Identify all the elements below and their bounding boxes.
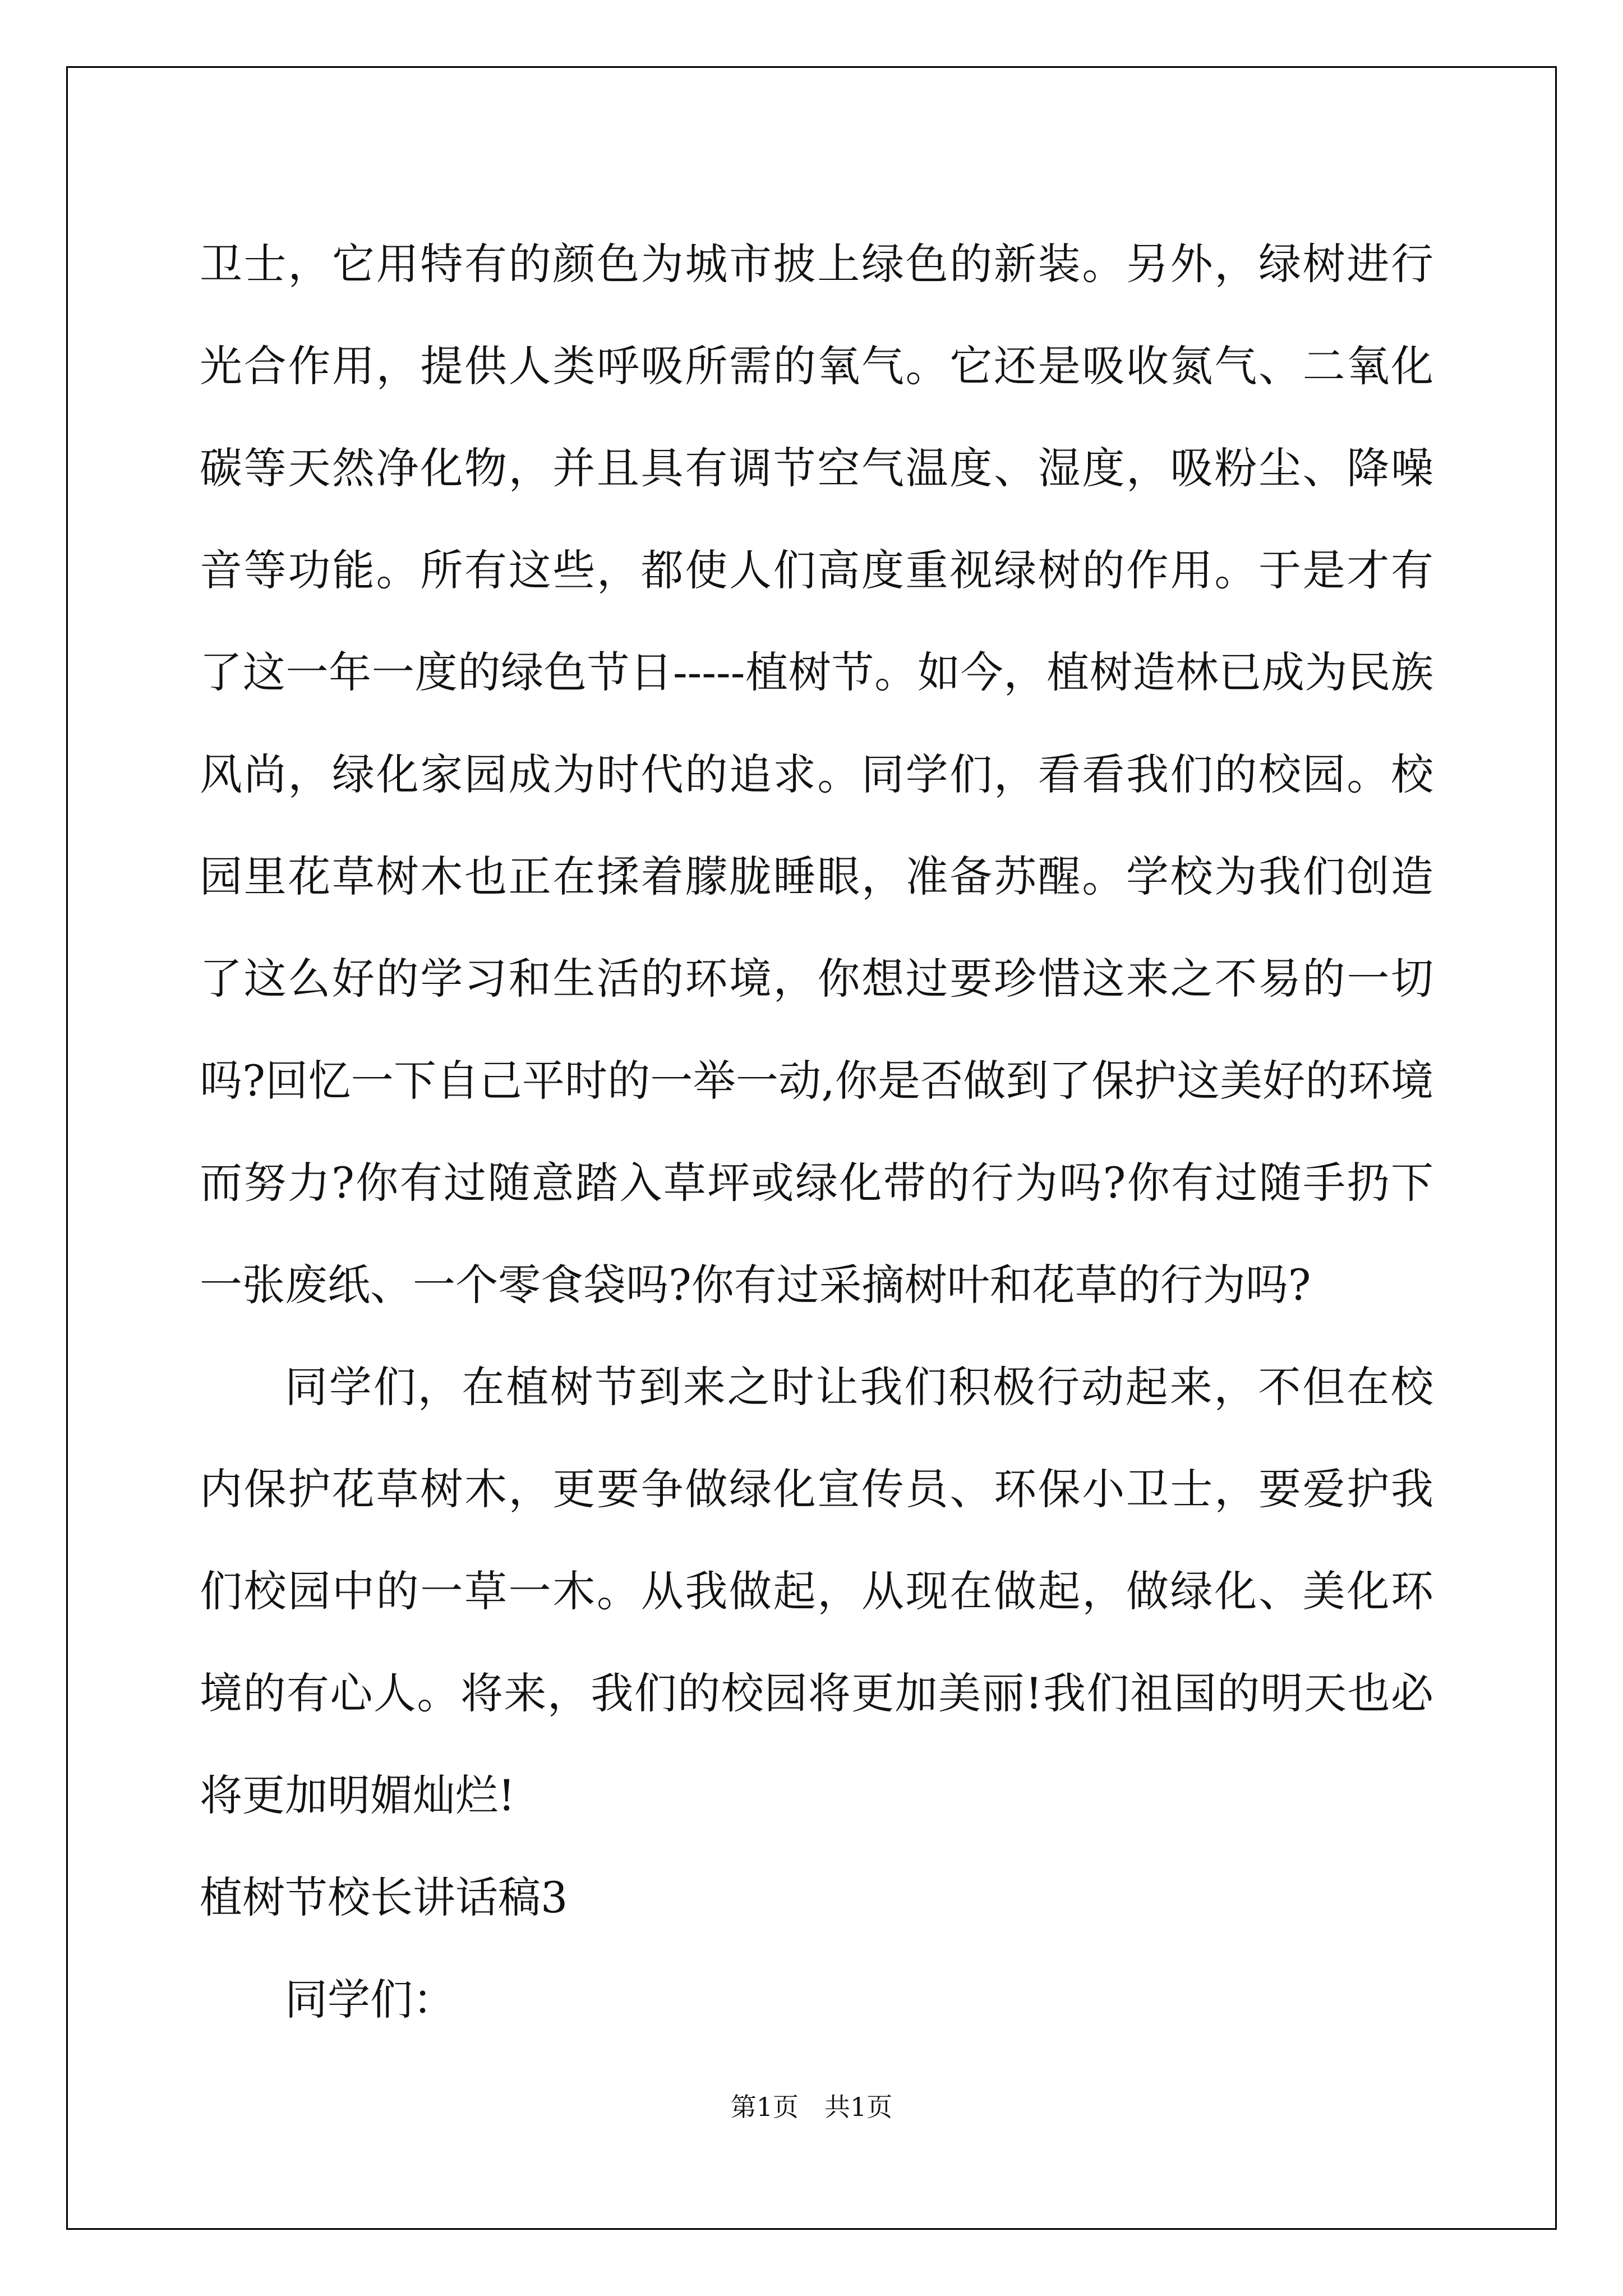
document-body bbox=[200, 213, 1433, 2051]
paragraph-2: 同学们，在植树节到来之时让我们积极行动起来，不但在校内保护花草树木，更要争做绿化宣传员、环保小卫士，要爱护我们校园中的一草一木。从我做起，从现在做起，做绿化、美化环境的有心人。将来，我们的校园将更加美丽!我们祖国的明天也必将更加明媚灿烂! bbox=[200, 1362, 1433, 1820]
paragraph-1: 卫士，它用特有的颜色为城市披上绿色的新装。另外，绿树进行光合作用，提供人类呼吸所需的氧气。它还是吸收氮气、二氧化碳等天然净化物，并且具有调节空气温度、湿度，吸粉尘、降噪音等功能。所有这些，都使人们高度重视绿树的作用。于是才有了这一年一度的绿色节日-----植树节。如今，植树造林已成为民族风尚，绿化家园成为时代的追求。同学们，看看我们的校园。校园里花草树木也正在揉着朦胧睡眼，准备苏醒。学校为我们创造了这么好的学习和生活的环境，你想过要珍惜这来之不易的一切吗?回忆一下自己平时的一举一动,你是否做到了保护这美好的环境而努力?你有过随意踏入草坪或绿化带的行为吗?你有过随手扔下一张废纸、一个零食袋吗?你有过采摘树叶和花草的行为吗? bbox=[200, 239, 1433, 1310]
page-footer: 第1页 共1页 bbox=[730, 2092, 893, 2122]
salutation: 同学们： bbox=[285, 1975, 455, 2024]
section-title: 植树节校长讲话稿3 bbox=[200, 1872, 568, 1922]
